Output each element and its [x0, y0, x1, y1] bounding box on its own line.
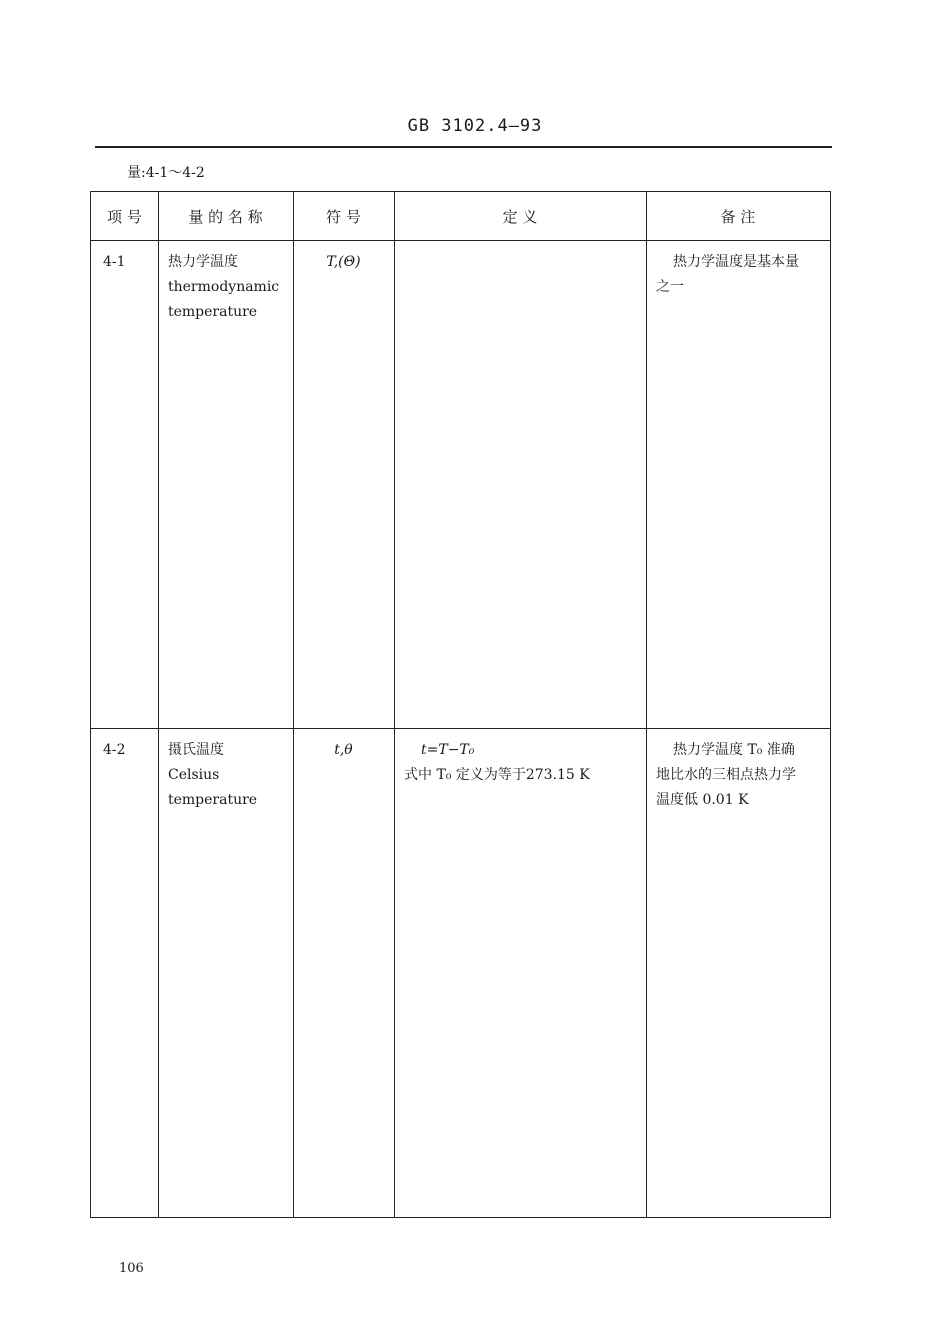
quantity-name-zh: 摄氏温度	[168, 742, 224, 758]
header-divider	[91, 240, 830, 241]
row-item-number: 4-1	[103, 254, 126, 270]
quantity-name-en: temperature	[168, 304, 258, 320]
quantity-name-en: Celsius	[168, 767, 220, 783]
column-divider	[394, 192, 395, 1217]
column-header-item-no: 项 号	[107, 207, 142, 226]
column-divider	[646, 192, 647, 1217]
table-caption: 量:4-1～4-2	[127, 165, 205, 181]
column-header-remarks: 备 注	[720, 207, 756, 226]
row-divider	[91, 728, 830, 729]
column-header-definition: 定 义	[502, 207, 538, 226]
remark-line: 热力学温度 T₀ 准确	[673, 742, 795, 758]
remark-line: 之一	[656, 279, 684, 295]
quantity-name-en: temperature	[168, 792, 258, 808]
quantities-table	[90, 191, 831, 1218]
symbol-cell: t,θ	[334, 742, 353, 758]
definition-line: 式中 T₀ 定义为等于273.15 K	[404, 767, 590, 783]
quantity-name-cell	[168, 738, 257, 813]
remarks-cell	[656, 738, 824, 813]
page-number: 106	[119, 1261, 144, 1276]
remark-line: 热力学温度是基本量	[673, 254, 799, 270]
quantity-name-zh: 热力学温度	[168, 254, 238, 270]
header-rule	[95, 146, 832, 148]
definition-formula: t=T−T₀	[421, 742, 475, 758]
remark-line: 地比水的三相点热力学	[656, 767, 796, 783]
quantity-name-en: thermodynamic	[168, 279, 280, 295]
definition-cell	[404, 738, 590, 788]
row-item-number: 4-2	[103, 742, 126, 758]
remark-line: 温度低 0.01 K	[656, 792, 749, 808]
quantity-name-cell	[168, 250, 279, 325]
symbol-cell: T,(Θ)	[326, 254, 361, 270]
column-header-quantity-name: 量 的 名 称	[188, 207, 263, 226]
column-header-symbol: 符 号	[326, 207, 361, 226]
column-divider	[293, 192, 294, 1217]
remarks-cell	[656, 250, 824, 300]
document-standard-code: GB 3102.4—93	[407, 116, 543, 136]
column-divider	[158, 192, 159, 1217]
